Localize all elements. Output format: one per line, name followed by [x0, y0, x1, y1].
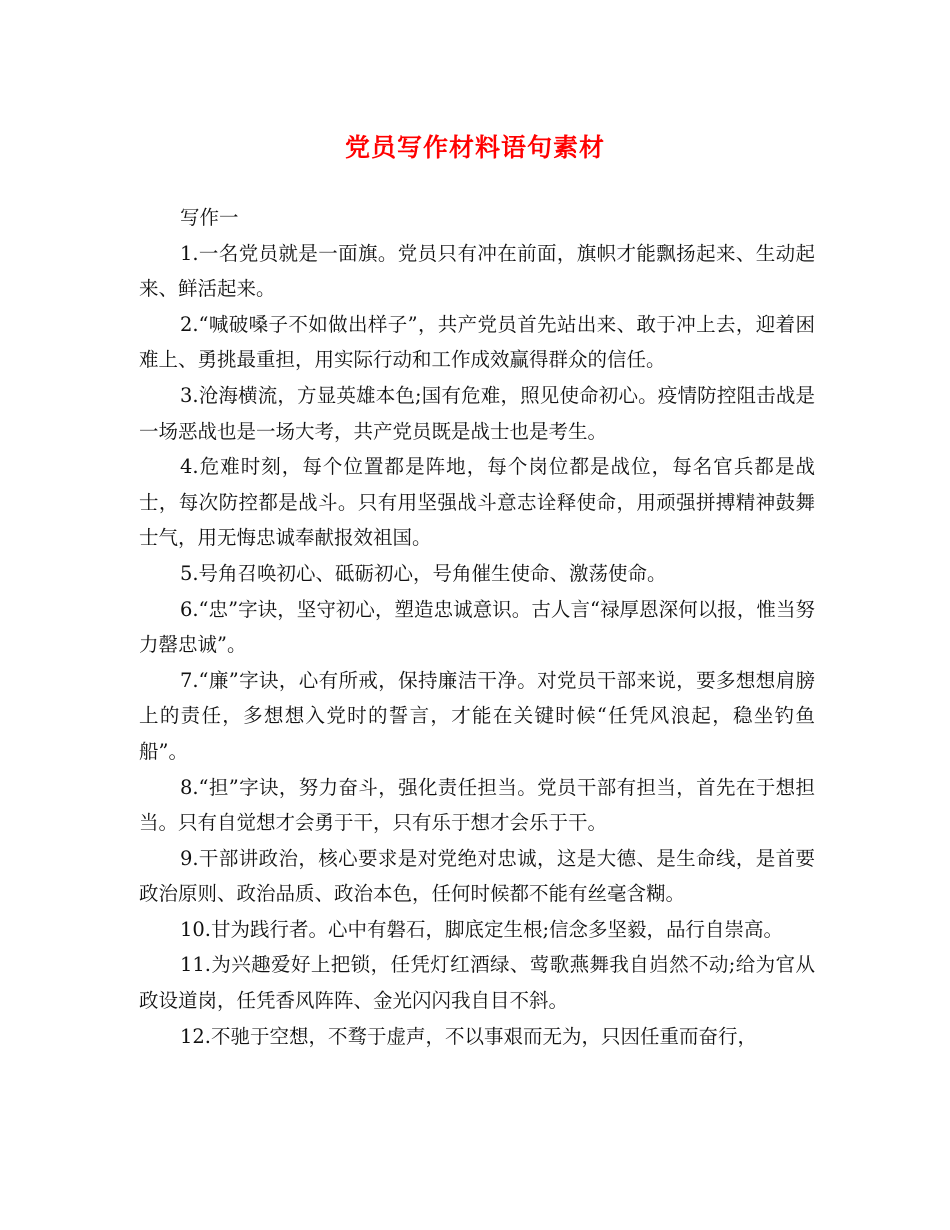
paragraph-4: 4.危难时刻，每个位置都是阵地，每个岗位都是战位，每名官兵都是战士，每次防控都是战斗。只有用坚强战斗意志诠释使命，用顽强拼搏精神鼓舞士气，用无悔忠诚奉献报效祖国。	[139, 455, 815, 550]
paragraph-8: 8.“担”字诀，努力奋斗，强化责任担当。党员干部有担当，首先在于想担当。只有自觉想才会勇于干，只有乐于想才会乐于干。	[139, 775, 815, 835]
paragraph-3: 3.沧海横流，方显英雄本色;国有危难，照见使命初心。疫情防控阻击战是一场恶战也是一场大考，共产党员既是战士也是考生。	[139, 383, 815, 443]
paragraph-12: 12.不驰于空想，不骛于虚声，不以事艰而无为，只因任重而奋行，	[179, 1024, 757, 1048]
paragraph-1: 1.一名党员就是一面旗。党员只有冲在前面，旗帜才能飘扬起来、生动起来、鲜活起来。	[139, 241, 815, 301]
paragraph-2: 2.“喊破嗓子不如做出样子”，共产党员首先站出来、敢于冲上去，迎着困难上、勇挑最重担，用实际行动和工作成效赢得群众的信任。	[139, 312, 815, 372]
paragraph-7: 7.“廉”字诀，心有所戒，保持廉洁干净。对党员干部来说，要多想想肩膀上的责任，多想想入党时的誓言，才能在关键时候“任凭风浪起，稳坐钓鱼船”。	[139, 668, 815, 763]
paragraph-9: 9.干部讲政治，核心要求是对党绝对忠诚，这是大德、是生命线，是首要政治原则、政治品质、政治本色，任何时候都不能有丝毫含糊。	[139, 846, 815, 906]
paragraph-11: 11.为兴趣爱好上把锁，任凭灯红酒绿、莺歌燕舞我自岿然不动;给为官从政设道岗，任凭香风阵阵、金光闪闪我自目不斜。	[139, 953, 815, 1013]
paragraph-5: 5.号角召唤初心、砥砺初心，号角催生使命、激荡使命。	[179, 561, 667, 585]
document-body	[139, 200, 815, 1054]
paragraph-6: 6.“忠”字诀，坚守初心，塑造忠诚意识。古人言“禄厚恩深何以报，惟当努力罄忠诚”。	[139, 597, 815, 657]
paragraph-10: 10.甘为践行者。心中有磐石，脚底定生根;信念多坚毅，品行自崇高。	[179, 917, 784, 941]
document-title: 党员写作材料语句素材	[344, 133, 605, 162]
section-heading: 写作一	[179, 206, 239, 229]
